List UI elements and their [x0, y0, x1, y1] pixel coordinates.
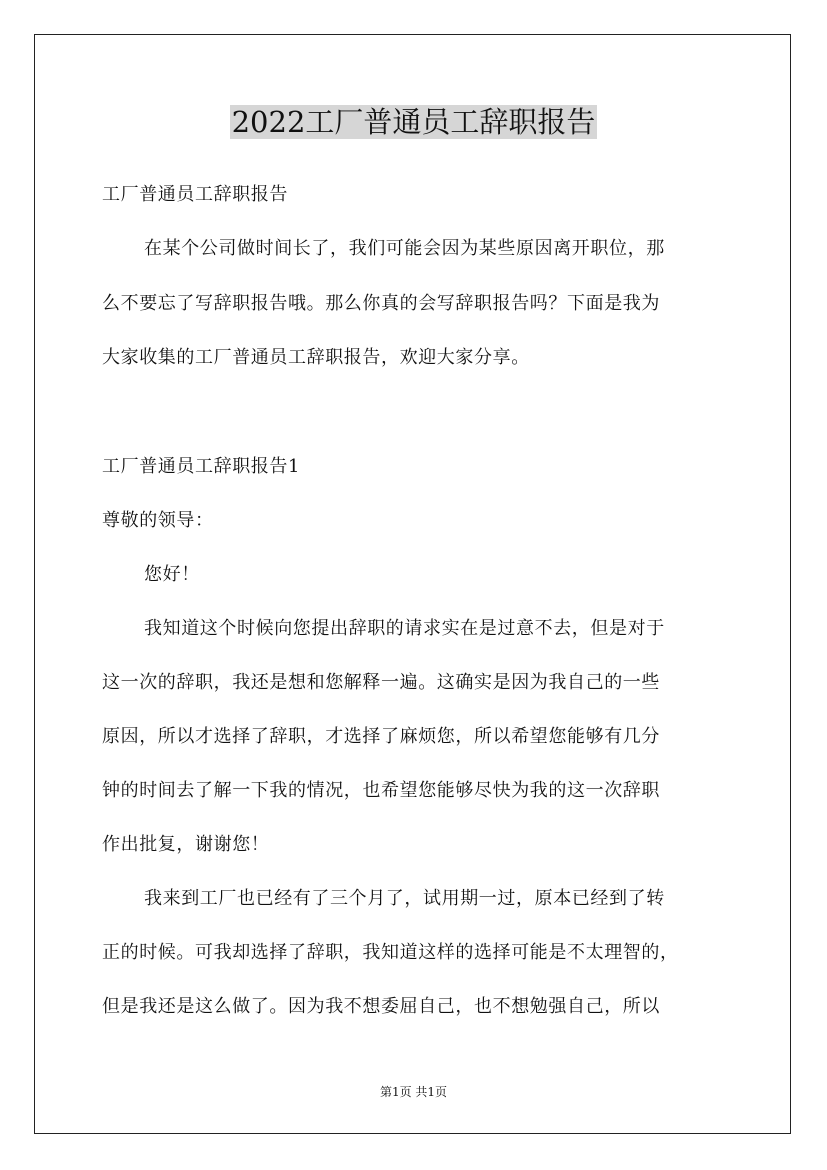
- body-line: 原因，所以才选择了辞职，才选择了麻烦您，所以希望您能够有几分: [102, 726, 660, 747]
- body-line: 这一次的辞职，我还是想和您解释一遍。这确实是因为我自己的一些: [102, 672, 660, 693]
- salutation: 尊敬的领导：: [102, 510, 214, 531]
- section-heading: 工厂普通员工辞职报告1: [102, 456, 301, 477]
- page-number: 第1页 共1页: [379, 1085, 448, 1099]
- document-title: 2022工厂普通员工辞职报告: [231, 105, 596, 139]
- intro-line: 大家收集的工厂普通员工辞职报告，欢迎大家分享。: [102, 347, 530, 368]
- body-line: 正的时候。可我却选择了辞职，我知道这样的选择可能是不太理智的，: [102, 942, 679, 963]
- greeting: 您好！: [144, 564, 200, 585]
- body-line: 我知道这个时候向您提出辞职的请求实在是过意不去，但是对于: [144, 618, 665, 639]
- body-line: 钟的时间去了解一下我的情况，也希望您能够尽快为我的这一次辞职: [102, 780, 660, 801]
- body-line: 作出批复，谢谢您！: [102, 834, 270, 855]
- intro-line: 在某个公司做时间长了，我们可能会因为某些原因离开职位，那: [144, 238, 665, 259]
- subtitle: 工厂普通员工辞职报告: [102, 184, 288, 205]
- intro-line: 么不要忘了写辞职报告哦。那么你真的会写辞职报告吗？下面是我为: [102, 293, 660, 314]
- body-line: 我来到工厂也已经有了三个月了，试用期一过，原本已经到了转: [144, 888, 665, 909]
- body-line: 但是我还是这么做了。因为我不想委屈自己，也不想勉强自己，所以: [102, 996, 660, 1017]
